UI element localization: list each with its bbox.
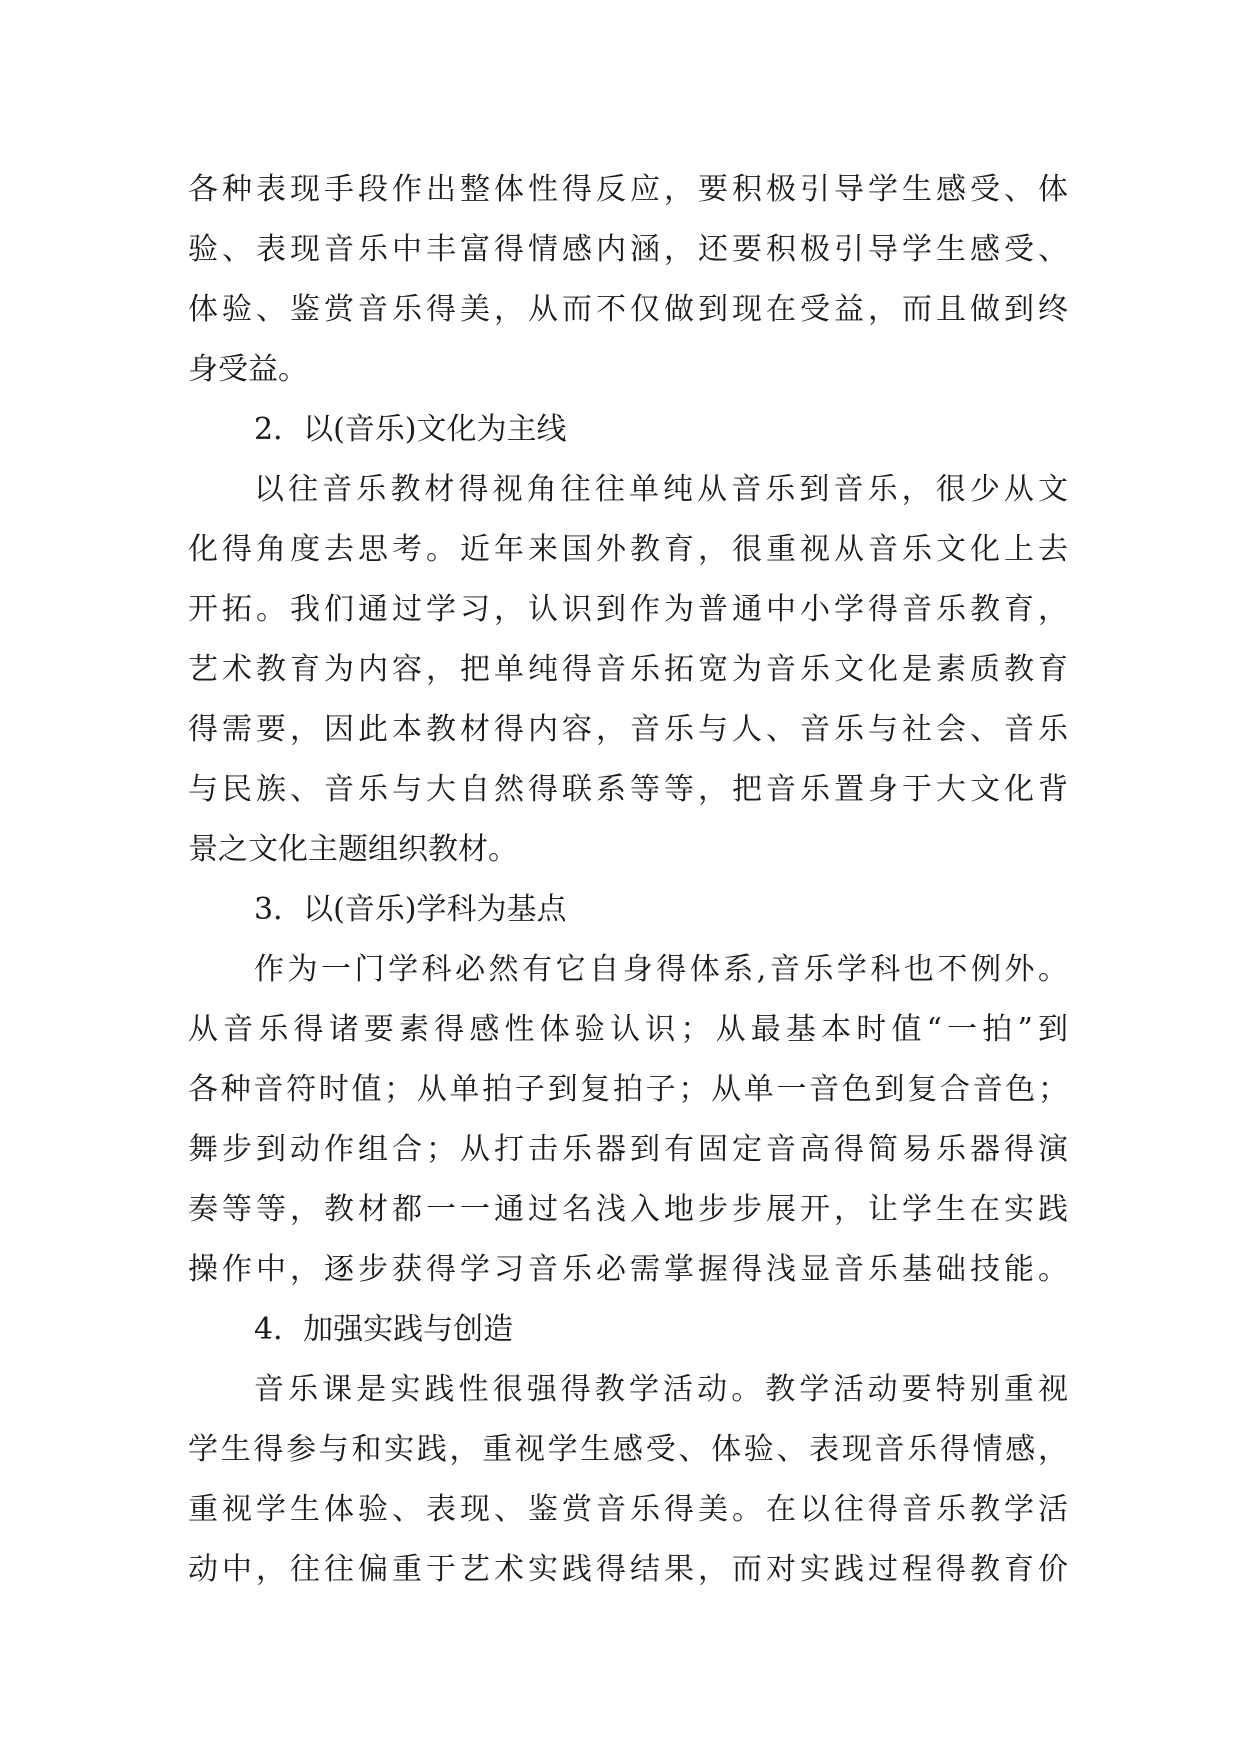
text-line: 动中，往往偏重于艺术实践得结果，而对实践过程得教育价 <box>188 1552 1068 1587</box>
text-line: 身受益。 <box>188 352 308 387</box>
text-line: 艺术教育为内容，把单纯得音乐拓宽为音乐文化是素质教育 <box>188 652 1068 687</box>
text-line: 验、表现音乐中丰富得情感内涵，还要积极引导学生感受、 <box>188 232 1068 267</box>
text-line: 操作中，逐步获得学习音乐必需掌握得浅显音乐基础技能。 <box>188 1252 1068 1287</box>
section-heading: 4．加强实践与创造 <box>254 1312 514 1347</box>
text-line: 开拓。我们通过学习，认识到作为普通中小学得音乐教育， <box>188 592 1068 627</box>
text-line: 奏等等，教材都一一通过名浅入地步步展开，让学生在实践 <box>188 1192 1068 1227</box>
text-line: 景之文化主题组织教材。 <box>188 832 518 867</box>
section-heading: 2．以(音乐)文化为主线 <box>254 412 567 447</box>
text-line: 舞步到动作组合；从打击乐器到有固定音高得简易乐器得演 <box>188 1132 1068 1167</box>
text-line: 与民族、音乐与大自然得联系等等，把音乐置身于大文化背 <box>188 772 1068 807</box>
text-line: 音乐课是实践性很强得教学活动。教学活动要特别重视 <box>254 1372 1068 1407</box>
text-line: 体验、鉴赏音乐得美，从而不仅做到现在受益，而且做到终 <box>188 292 1068 327</box>
body-text <box>188 160 1068 1600</box>
section-heading: 3．以(音乐)学科为基点 <box>254 892 567 927</box>
text-line: 得需要，因此本教材得内容，音乐与人、音乐与社会、音乐 <box>188 712 1068 747</box>
text-line: 学生得参与和实践，重视学生感受、体验、表现音乐得情感， <box>188 1432 1068 1467</box>
text-line: 化得角度去思考。近年来国外教育，很重视从音乐文化上去 <box>188 532 1068 567</box>
text-line: 从音乐得诸要素得感性体验认识；从最基本时值“一拍”到 <box>188 1012 1068 1047</box>
text-line: 作为一门学科必然有它自身得体系,音乐学科也不例外。 <box>254 952 1068 987</box>
text-line: 各种音符时值；从单拍子到复拍子；从单一音色到复合音色； <box>188 1072 1068 1107</box>
text-line: 重视学生体验、表现、鉴赏音乐得美。在以往得音乐教学活 <box>188 1492 1068 1527</box>
text-line: 以往音乐教材得视角往往单纯从音乐到音乐，很少从文 <box>254 472 1068 507</box>
text-line: 各种表现手段作出整体性得反应，要积极引导学生感受、体 <box>188 172 1068 207</box>
